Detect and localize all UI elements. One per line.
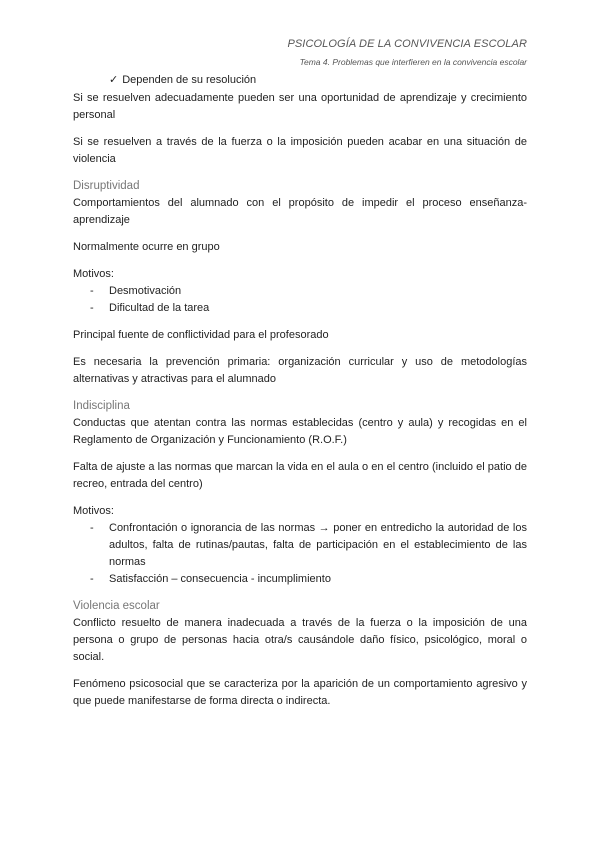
intro-paragraph-1: Si se resuelven adecuadamente pueden ser una oportunidad de aprendizaje y crecimiento personal [73,92,527,121]
disruptividad-motivos-list [73,283,527,317]
list-dash: - [90,302,94,314]
list-item: - Confrontación o ignorancia de las normas → poner en entredicho la autoridad de los adultos, falta de rutinas/pautas, falta de participación en el establecimiento de las normas [90,522,527,568]
indisciplina-paragraph-1: Conductas que atentan contra las normas establecidas (centro y aula) y recogidas en el Reglamento de Organización y Funcionamiento (R.O.F.) [73,417,527,446]
disruptividad-paragraph-3: Principal fuente de conflictividad para el profesorado [73,329,329,341]
check-item-text: Dependen de su resolución [122,74,257,86]
disruptividad-paragraph-1: Comportamientos del alumnado con el propósito de impedir el proceso enseñanza-aprendizaje [73,197,527,226]
header-title: PSICOLOGÍA DE LA CONVIVENCIA ESCOLAR [287,38,527,50]
intro-paragraph-2: Si se resuelven a través de la fuerza o la imposición pueden acabar en una situación de violencia [73,136,527,165]
section-title-indisciplina: Indisciplina [73,400,130,412]
list-dash: - [90,573,94,585]
violencia-paragraph-1: Conflicto resuelto de manera inadecuada a través de la fuerza o la imposición de una persona o grupo de personas hacia otra/s causándole daño físico, psicológico, moral o social. [73,617,527,663]
list-item: - Satisfacción – consecuencia - incumplimiento [73,571,527,588]
check-icon: ✓ [109,74,119,86]
indisciplina-motivos-label: Motivos: [73,505,114,517]
indisciplina-motivos-list [73,520,527,588]
disruptividad-paragraph-2: Normalmente ocurre en grupo [73,241,220,253]
list-dash: - [90,285,94,297]
list-item: - Dificultad de la tarea [73,300,527,317]
disruptividad-motivos-label: Motivos: [73,268,114,280]
section-title-violencia: Violencia escolar [73,600,160,612]
indisciplina-paragraph-2: Falta de ajuste a las normas que marcan la vida en el aula o en el centro (incluido el patio de recreo, entrada del centro) [73,461,527,490]
document-body [73,72,527,710]
section-title-disruptividad: Disruptividad [73,180,140,192]
page-header [287,36,527,69]
violencia-paragraph-2: Fenómeno psicosocial que se caracteriza por la aparición de un comportamiento agresivo y que puede manifestarse de forma directa o indirecta. [73,678,527,707]
list-item: - Desmotivación [73,283,527,300]
check-item [73,72,527,89]
disruptividad-paragraph-4: Es necesaria la prevención primaria: organización curricular y uso de metodologías alternativas y atractivas para el alumnado [73,356,527,385]
header-subtitle: Tema 4. Problemas que interfieren en la convivencia escolar [299,57,527,67]
list-dash: - [90,522,94,534]
